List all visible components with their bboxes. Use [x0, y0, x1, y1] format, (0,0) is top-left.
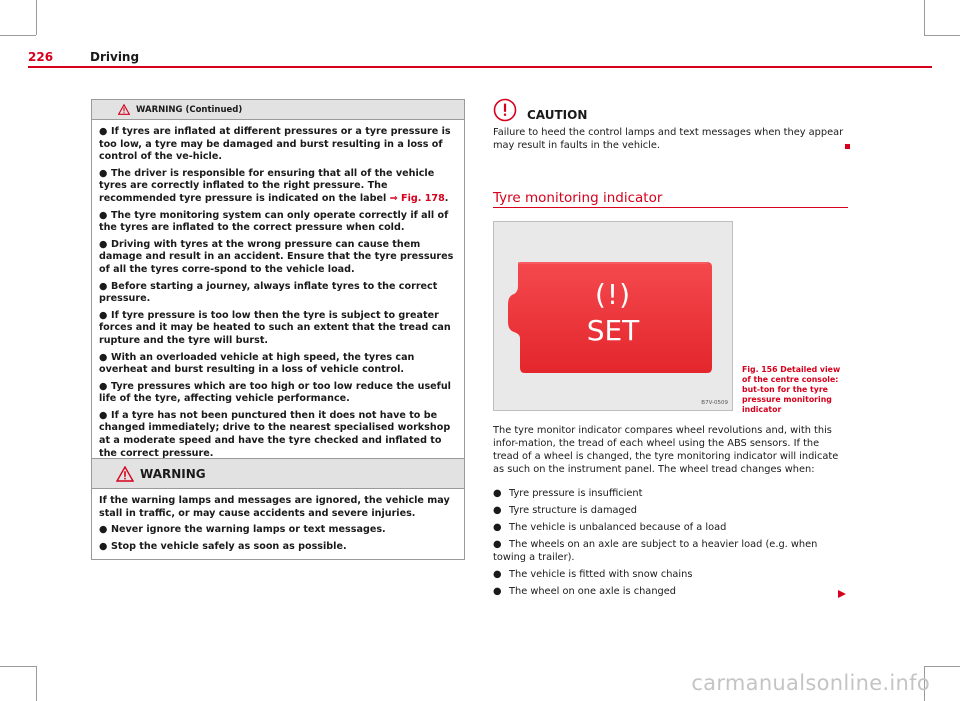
list-item: ● Stop the vehicle safely as soon as possible.: [99, 540, 347, 552]
body-paragraph: The tyre monitor indicator compares wheel revolutions and, with this infor-mation, the tread of each wheel using the ABS sensors. If the tread of a wheel is changed, the tyre monitoring indicator will indicate as such on the instrument panel. The wheel tread changes when:: [493, 425, 839, 475]
list-item: ● Tyre structure is damaged: [493, 505, 637, 516]
figure-caption: Fig. 156 Detailed view of the centre console: but-ton for the tyre pressure monitoring indicator: [742, 365, 841, 414]
warning-triangle-icon: [118, 104, 130, 115]
section-heading: Tyre monitoring indicator: [493, 190, 663, 206]
list-item: ● Before starting a journey, always inflate tyres to the correct pressure.: [99, 280, 438, 305]
warning-title: WARNING: [140, 466, 206, 481]
list-item: ● Tyre pressure is insufficient: [493, 488, 643, 499]
list-item: ● If tyre pressure is too low then the tyre is subject to greater forces and it may be heated to such an extent that the tread can rupture and the tyre will burst.: [99, 309, 451, 346]
warning-box: [91, 458, 465, 560]
list-item: ● The wheels on an axle are subject to a heavier load (e.g. when towing a trailer).: [493, 539, 818, 563]
warning-continued-header: [92, 100, 464, 120]
crop-mark: [924, 35, 960, 36]
crop-mark: [0, 35, 36, 36]
crop-mark: [924, 666, 960, 667]
tpms-warning-icon: (!): [594, 278, 632, 311]
section-end-mark: [845, 144, 850, 149]
caution-icon: [493, 98, 517, 122]
warning-continued-box: [91, 99, 465, 467]
list-item: ● Never ignore the warning lamps or text messages.: [99, 524, 386, 536]
tpms-set-label: SET: [586, 314, 640, 347]
list-item: ● Driving with tyres at the wrong pressure can cause them damage and result in an accident. Ensure that the tyre pressures of all the tyres corre-spond to the vehicle load.: [99, 238, 454, 275]
warning-triangle-icon: [116, 466, 134, 482]
list-item: ● The tyre monitoring system can only operate correctly if all of the tyres are inflated to the correct pressure when cold.: [99, 209, 449, 234]
crop-mark: [924, 0, 925, 35]
crop-mark: [36, 0, 37, 35]
page-section-title: Driving: [90, 50, 140, 64]
list-item: ● If tyres are inflated at different pressures or a tyre pressure is too low, a tyre may be damaged and burst resulting in a loss of control of the ve-hicle.: [99, 126, 451, 163]
warning-continued-title: WARNING (Continued): [136, 104, 243, 115]
warning-header: [92, 459, 464, 489]
continue-arrow-icon: [838, 590, 846, 598]
list-item: ● If a tyre has not been punctured then it does not have to be changed immediately; drive to the nearest specialised workshop at a moderate speed and have the tyre checked and inflated to the correct pressure.: [99, 409, 451, 459]
watermark: carmanualsonline.info: [691, 671, 930, 695]
list-item: ● The vehicle is fitted with snow chains: [493, 569, 693, 580]
caution-text: Failure to heed the control lamps and text messages when they appear may result in faults in the vehicle.: [493, 127, 844, 151]
crop-mark: [0, 666, 36, 667]
figure-tyre-monitor-button: [493, 221, 733, 411]
list-item: ● The wheel on one axle is changed: [493, 586, 676, 597]
list-item: ● Tyre pressures which are too high or too low reduce the useful life of the tyre, affecting vehicle performance.: [99, 380, 451, 405]
header-rule: [28, 66, 932, 68]
figure-code: B7V-0509: [701, 400, 728, 406]
list-item: ● With an overloaded vehicle at high speed, the tyres can overheat and burst resulting in a loss of vehicle control.: [99, 351, 415, 376]
warning-intro: If the warning lamps and messages are ignored, the vehicle may stall in traffic, or may cause accidents and severe injuries.: [99, 495, 450, 519]
fig-reference-link[interactable]: ⇒ Fig. 178: [389, 192, 445, 204]
page-number: 226: [28, 50, 54, 64]
caution-title: CAUTION: [527, 108, 588, 122]
list-item: ● The driver is responsible for ensuring that all of the vehicle tyres are correctly inflated to the right pressure. The recommended tyre pressure is indicated on the label ⇒ Fig. 178.: [99, 167, 449, 204]
section-rule: [493, 207, 848, 208]
crop-mark: [36, 666, 37, 701]
caution-header: [493, 98, 587, 122]
list-item: ● The vehicle is unbalanced because of a load: [493, 522, 727, 533]
